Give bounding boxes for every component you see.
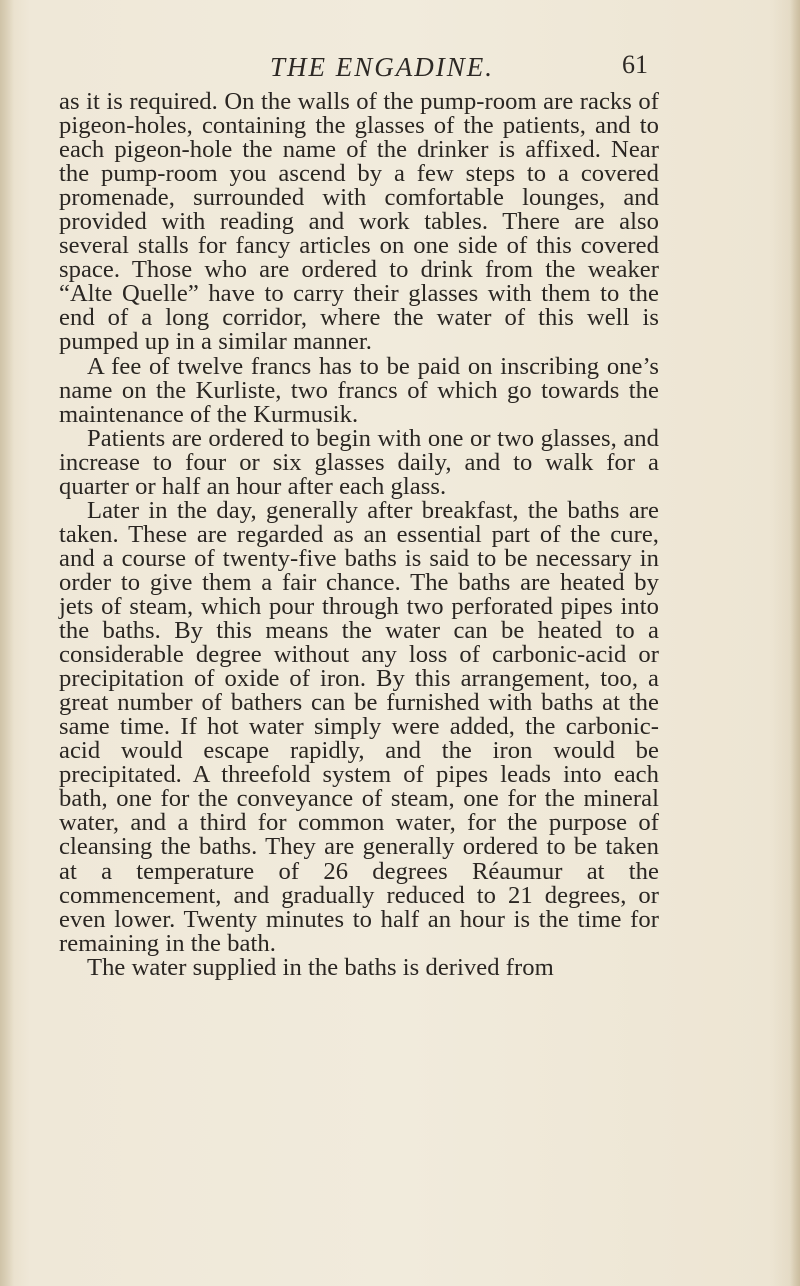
running-title: THE ENGADINE. — [270, 52, 494, 82]
paragraph: Patients are ordered to begin with one or two glasses, and increase to four or six glasses daily, and to walk for a quarter or half an hour after each glass. — [59, 424, 659, 500]
paragraph: as it is required. On the walls of the pump-room are racks of pigeon-holes, containing the glasses of the patients, and to each pigeon-hole the name of the drinker is affixed. Near the pump-room you ascend by a few steps to a covered promenade, surrounded with comfortable lounges, and provided with reading and work tables. There are also several stalls for fancy articles on one side of this covered space. Those who are ordered to drink from the weaker “Alte Quelle” have to carry their glasses with them to the end of a long corridor, where the water of this well is pumped up in a similar manner. — [59, 88, 659, 356]
page-edge — [790, 0, 800, 1286]
page-number: 61 — [622, 50, 648, 79]
body-text — [59, 90, 659, 980]
gutter-shadow — [0, 0, 14, 1286]
paragraph: Later in the day, generally after breakfast, the baths are taken. These are regarded as an essential part of the cure, and a course of twenty-five baths is said to be necessary in order to give them a fair chance. The baths are heated by jets of steam, which pour through two perforated pipes into the baths. By this means the water can be heated to a considerable degree without any loss of carbonic-acid or precipitation of oxide of iron. By this arrangement, too, a great number of bathers can be furnished with baths at the same time. If hot water simply were added, the carbonic-acid would escape rapidly, and the iron would be precipitated. A threefold system of pipes leads into each bath, one for the conveyance of steam, one for the mineral water, and a third for common water, for the purpose of cleansing the baths. They are generally ordered to be taken at a temperature of 26 degrees Réaumur at the commencement, and gradually reduced to 21 degrees, or even lower. Twenty minutes to half an hour is the time for remaining in the bath. — [59, 496, 659, 957]
paragraph: The water supplied in the baths is derived from — [87, 953, 554, 981]
paragraph: A fee of twelve francs has to be paid on inscribing one’s name on the Kurliste, two francs of which go towards the maintenance of the Kurmusik. — [59, 352, 659, 428]
